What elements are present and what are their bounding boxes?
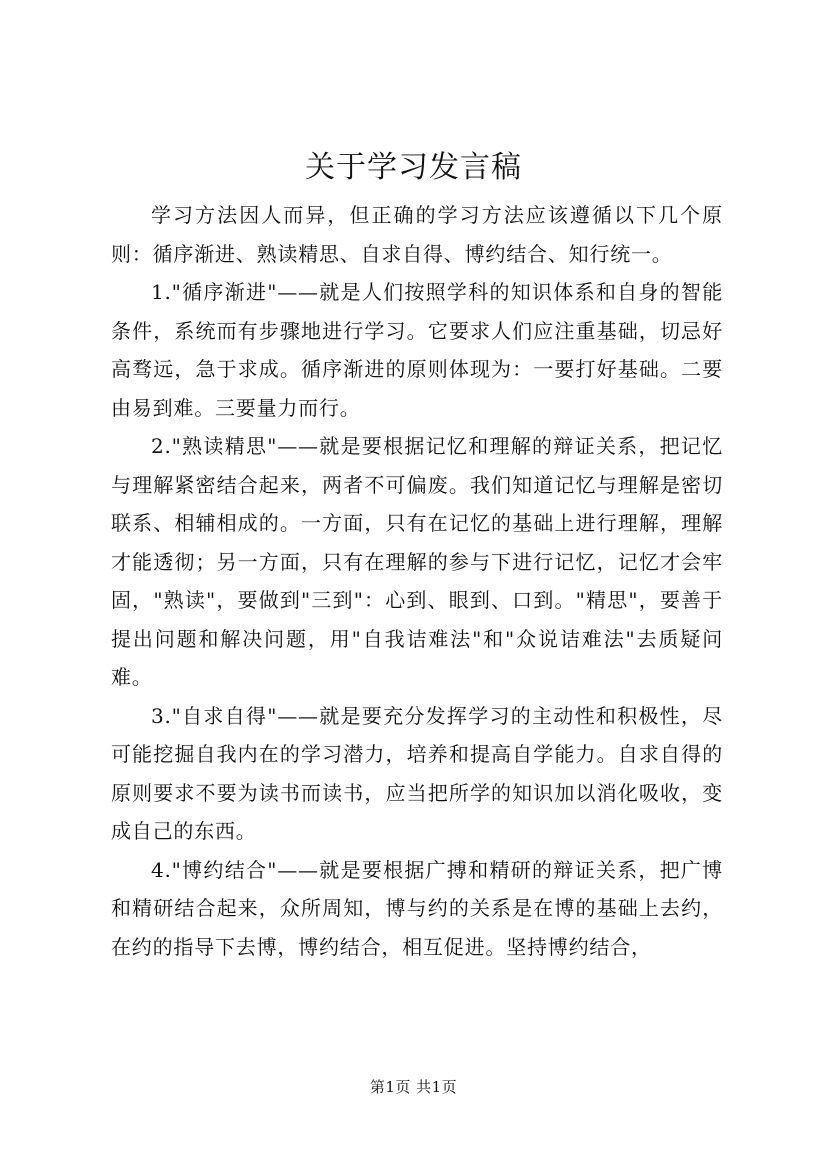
document-body	[111, 196, 723, 966]
paragraph-principle-3: 3."自求自得"——就是要充分发挥学习的主动性和积极性，尽可能挖掘自我内在的学习潜力，培养和提高自学能力。自求自得的原则要求不要为读书而读书，应当把所学的知识加以消化吸收，变成自己的东西。	[111, 703, 723, 843]
paragraph-principle-1: 1."循序渐进"——就是人们按照学科的知识体系和自身的智能条件，系统而有步骤地进行学习。它要求人们应注重基础，切忌好高骛远，急于求成。循序渐进的原则体现为：一要打好基础。二要由易到难。三要量力而行。	[111, 280, 723, 420]
paragraph-intro: 学习方法因人而异，但正确的学习方法应该遵循以下几个原则：循序渐进、熟读精思、自求自得、博约结合、知行统一。	[111, 203, 723, 266]
paragraph-principle-2: 2."熟读精思"——就是要根据记忆和理解的辩证关系，把记忆与理解紧密结合起来，两者不可偏废。我们知道记忆与理解是密切联系、相辅相成的。一方面，只有在记忆的基础上进行理解，理解才能透彻；另一方面，只有在理解的参与下进行记忆，记忆才会牢固，"熟读"，要做到"三到"：心到、眼到、口到。"精思"，要善于提出问题和解决问题，用"自我诘难法"和"众说诘难法"去质疑问难。	[111, 434, 723, 689]
document-title: 关于学习发言稿	[305, 150, 522, 185]
page-footer: 第1页 共1页	[369, 1078, 458, 1096]
paragraph-principle-4: 4."博约结合"——就是要根据广搏和精研的辩证关系，把广博和精研结合起来，众所周知，博与约的关系是在博的基础上去约，在约的指导下去博，博约结合，相互促进。坚持博约结合，	[111, 857, 723, 959]
